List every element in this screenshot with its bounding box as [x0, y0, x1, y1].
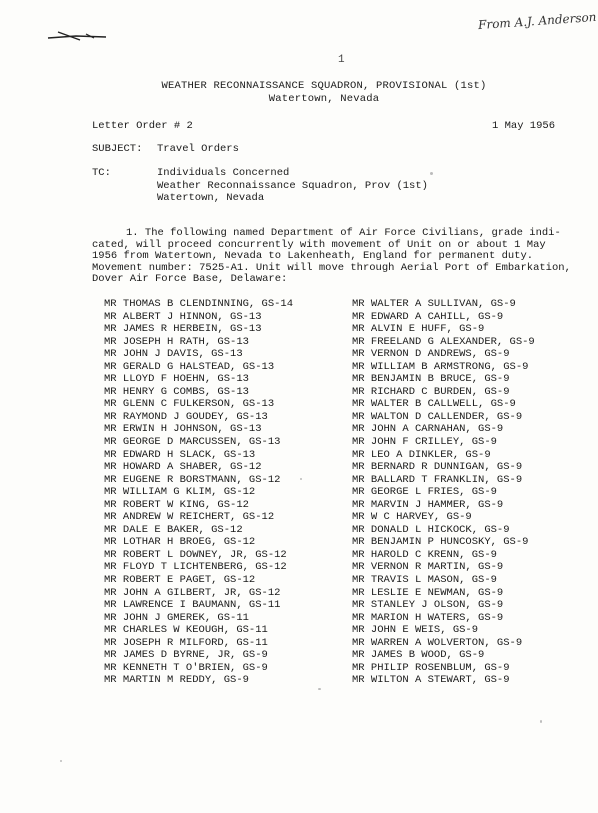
personnel-entry: MR MARTIN M REDDY, GS-9 — [104, 674, 249, 687]
letterhead — [0, 80, 598, 106]
personnel-entry: MR VERNON D ANDREWS, GS-9 — [352, 348, 510, 361]
personnel-entry: MR WALTON D CALLENDER, GS-9 — [352, 410, 523, 423]
personnel-entry: MR KENNETH T O'BRIEN, GS-9 — [104, 661, 268, 674]
personnel-entry: MR JAMES B WOOD, GS-9 — [352, 649, 485, 662]
personnel-entry: MR WARREN A WOLVERTON, GS-9 — [352, 636, 523, 649]
personnel-list-left — [104, 298, 293, 687]
order-number: Letter Order # 2 — [92, 120, 193, 132]
personnel-entry: MR GEORGE L FRIES, GS-9 — [352, 486, 497, 499]
page-mark: 1 — [338, 54, 345, 66]
personnel-entry: MR BENJAMIN B BRUCE, GS-9 — [352, 373, 510, 386]
personnel-entry: MR FREELAND G ALEXANDER, GS-9 — [352, 335, 535, 348]
personnel-entry: MR HENRY G COMBS, GS-13 — [104, 385, 249, 398]
addressee-line: Watertown, Nevada — [157, 192, 265, 204]
personnel-entry: MR LOTHAR H BROEG, GS-12 — [104, 536, 256, 549]
personnel-entry: MR WALTER B CALLWELL, GS-9 — [352, 398, 516, 411]
personnel-entry: MR ROBERT W KING, GS-12 — [104, 498, 249, 511]
personnel-entry: MR EUGENE R BORSTMANN, GS-12 — [104, 473, 281, 486]
paragraph-line: 1956 from Watertown, Nevada to Lakenheath, England for permanent duty. — [92, 250, 534, 263]
subject-label: SUBJECT: — [92, 143, 143, 155]
personnel-entry: MR DALE E BAKER, GS-12 — [104, 523, 243, 536]
personnel-entry: MR EDWARD A CAHILL, GS-9 — [352, 310, 504, 323]
personnel-entry: MR JOHN A CARNAHAN, GS-9 — [352, 423, 504, 436]
personnel-entry: MR VERNON R MARTIN, GS-9 — [352, 561, 504, 574]
order-date: 1 May 1956 — [492, 120, 556, 132]
personnel-entry: MR WILLIAM B ARMSTRONG, GS-9 — [352, 360, 529, 373]
paragraph-line: 1. The following named Department of Air Force Civilians, grade indi- — [126, 227, 561, 239]
personnel-entry: MR GLENN C FULKERSON, GS-13 — [104, 398, 275, 411]
personnel-entry: MR BERNARD R DUNNIGAN, GS-9 — [352, 461, 523, 474]
subject-value: Travel Orders — [157, 143, 239, 155]
personnel-entry: MR JAMES R HERBEIN, GS-13 — [104, 323, 262, 336]
personnel-entry: MR JOSEPH R MILFORD, GS-11 — [104, 636, 268, 649]
personnel-entry: MR LAWRENCE I BAUMANN, GS-11 — [104, 599, 281, 612]
personnel-entry: MR LESLIE E NEWMAN, GS-9 — [352, 586, 504, 599]
personnel-entry: MR ROBERT E PAGET, GS-12 — [104, 574, 256, 587]
scan-speck — [540, 720, 542, 723]
scan-speck — [318, 688, 321, 690]
personnel-entry: MR GEORGE D MARCUSSEN, GS-13 — [104, 436, 281, 449]
personnel-entry: MR JOHN J DAVIS, GS-13 — [104, 348, 243, 361]
personnel-entry: MR LLOYD F HOEHN, GS-13 — [104, 373, 249, 386]
personnel-entry: MR W C HARVEY, GS-9 — [352, 511, 472, 524]
personnel-entry: MR HAROLD C KRENN, GS-9 — [352, 548, 497, 561]
personnel-entry: MR BENJAMIN P HUNCOSKY, GS-9 — [352, 536, 529, 549]
personnel-list-right — [352, 298, 535, 687]
unit-location: Watertown, Nevada — [268, 93, 380, 105]
scan-speck — [430, 172, 433, 175]
personnel-entry: MR RAYMOND J GOUDEY, GS-13 — [104, 410, 268, 423]
paragraph-line: Movement number: 7525-A1. Unit will move through Aerial Port of Embarkation, — [92, 261, 571, 274]
personnel-entry: MR JOHN J GMEREK, GS-11 — [104, 611, 249, 624]
personnel-entry: MR WILTON A STEWART, GS-9 — [352, 674, 510, 687]
personnel-entry: MR ALBERT J HINNON, GS-13 — [104, 310, 262, 323]
personnel-entry: MR RICHARD C BURDEN, GS-9 — [352, 385, 510, 398]
addressee-line: Weather Reconnaissance Squadron, Prov (1st) — [157, 179, 428, 192]
personnel-entry: MR ALVIN E HUFF, GS-9 — [352, 323, 485, 336]
personnel-entry: MR JAMES D BYRNE, JR, GS-9 — [104, 649, 268, 662]
personnel-entry: MR GERALD G HALSTEAD, GS-13 — [104, 360, 275, 373]
to-label: TC: — [92, 167, 111, 179]
personnel-entry: MR JOHN E WEIS, GS-9 — [352, 624, 479, 637]
personnel-entry: MR LEO A DINKLER, GS-9 — [352, 448, 491, 461]
handwritten-annotation: From A.J. Anderson — [477, 9, 597, 33]
unit-name: WEATHER RECONNAISSANCE SQUADRON, PROVISIONAL (1st) — [161, 80, 487, 92]
personnel-entry: MR WALTER A SULLIVAN, GS-9 — [352, 298, 516, 310]
personnel-entry: MR FLOYD T LICHTENBERG, GS-12 — [104, 561, 287, 574]
order-paragraph — [92, 227, 571, 286]
paragraph-line: Dover Air Force Base, Delaware: — [92, 273, 288, 286]
personnel-entry: MR JOHN A GILBERT, JR, GS-12 — [104, 586, 281, 599]
addressee-block — [157, 167, 428, 205]
personnel-entry: MR EDWARD H SLACK, GS-13 — [104, 448, 256, 461]
personnel-entry: MR CHARLES W KEOUGH, GS-11 — [104, 624, 268, 637]
personnel-entry: MR ROBERT L DOWNEY, JR, GS-12 — [104, 548, 287, 561]
personnel-entry: MR HOWARD A SHABER, GS-12 — [104, 461, 262, 474]
personnel-entry: MR ANDREW W REICHERT, GS-12 — [104, 511, 275, 524]
personnel-entry: MR MARVIN J HAMMER, GS-9 — [352, 498, 504, 511]
personnel-entry: MR WILLIAM G KLIM, GS-12 — [104, 486, 256, 499]
personnel-entry: MR TRAVIS L MASON, GS-9 — [352, 574, 497, 587]
personnel-entry: MR PHILIP ROSENBLUM, GS-9 — [352, 661, 510, 674]
addressee-line: Individuals Concerned — [157, 167, 290, 179]
pen-scribble-mark — [46, 24, 116, 46]
personnel-entry: MR DONALD L HICKOCK, GS-9 — [352, 523, 510, 536]
paragraph-line: cated, will proceed concurrently with movement of Unit on or about 1 May — [92, 238, 546, 251]
personnel-entry: MR STANLEY J OLSON, GS-9 — [352, 599, 504, 612]
personnel-entry: MR ERWIN H JOHNSON, GS-13 — [104, 423, 262, 436]
personnel-entry: MR BALLARD T FRANKLIN, GS-9 — [352, 473, 523, 486]
personnel-entry: MR JOHN F CRILLEY, GS-9 — [352, 436, 497, 449]
scan-speck — [300, 478, 302, 480]
personnel-entry: MR JOSEPH H RATH, GS-13 — [104, 335, 249, 348]
scan-speck — [60, 760, 62, 762]
personnel-entry: MR THOMAS B CLENDINNING, GS-14 — [104, 298, 294, 310]
personnel-entry: MR MARION H WATERS, GS-9 — [352, 611, 504, 624]
